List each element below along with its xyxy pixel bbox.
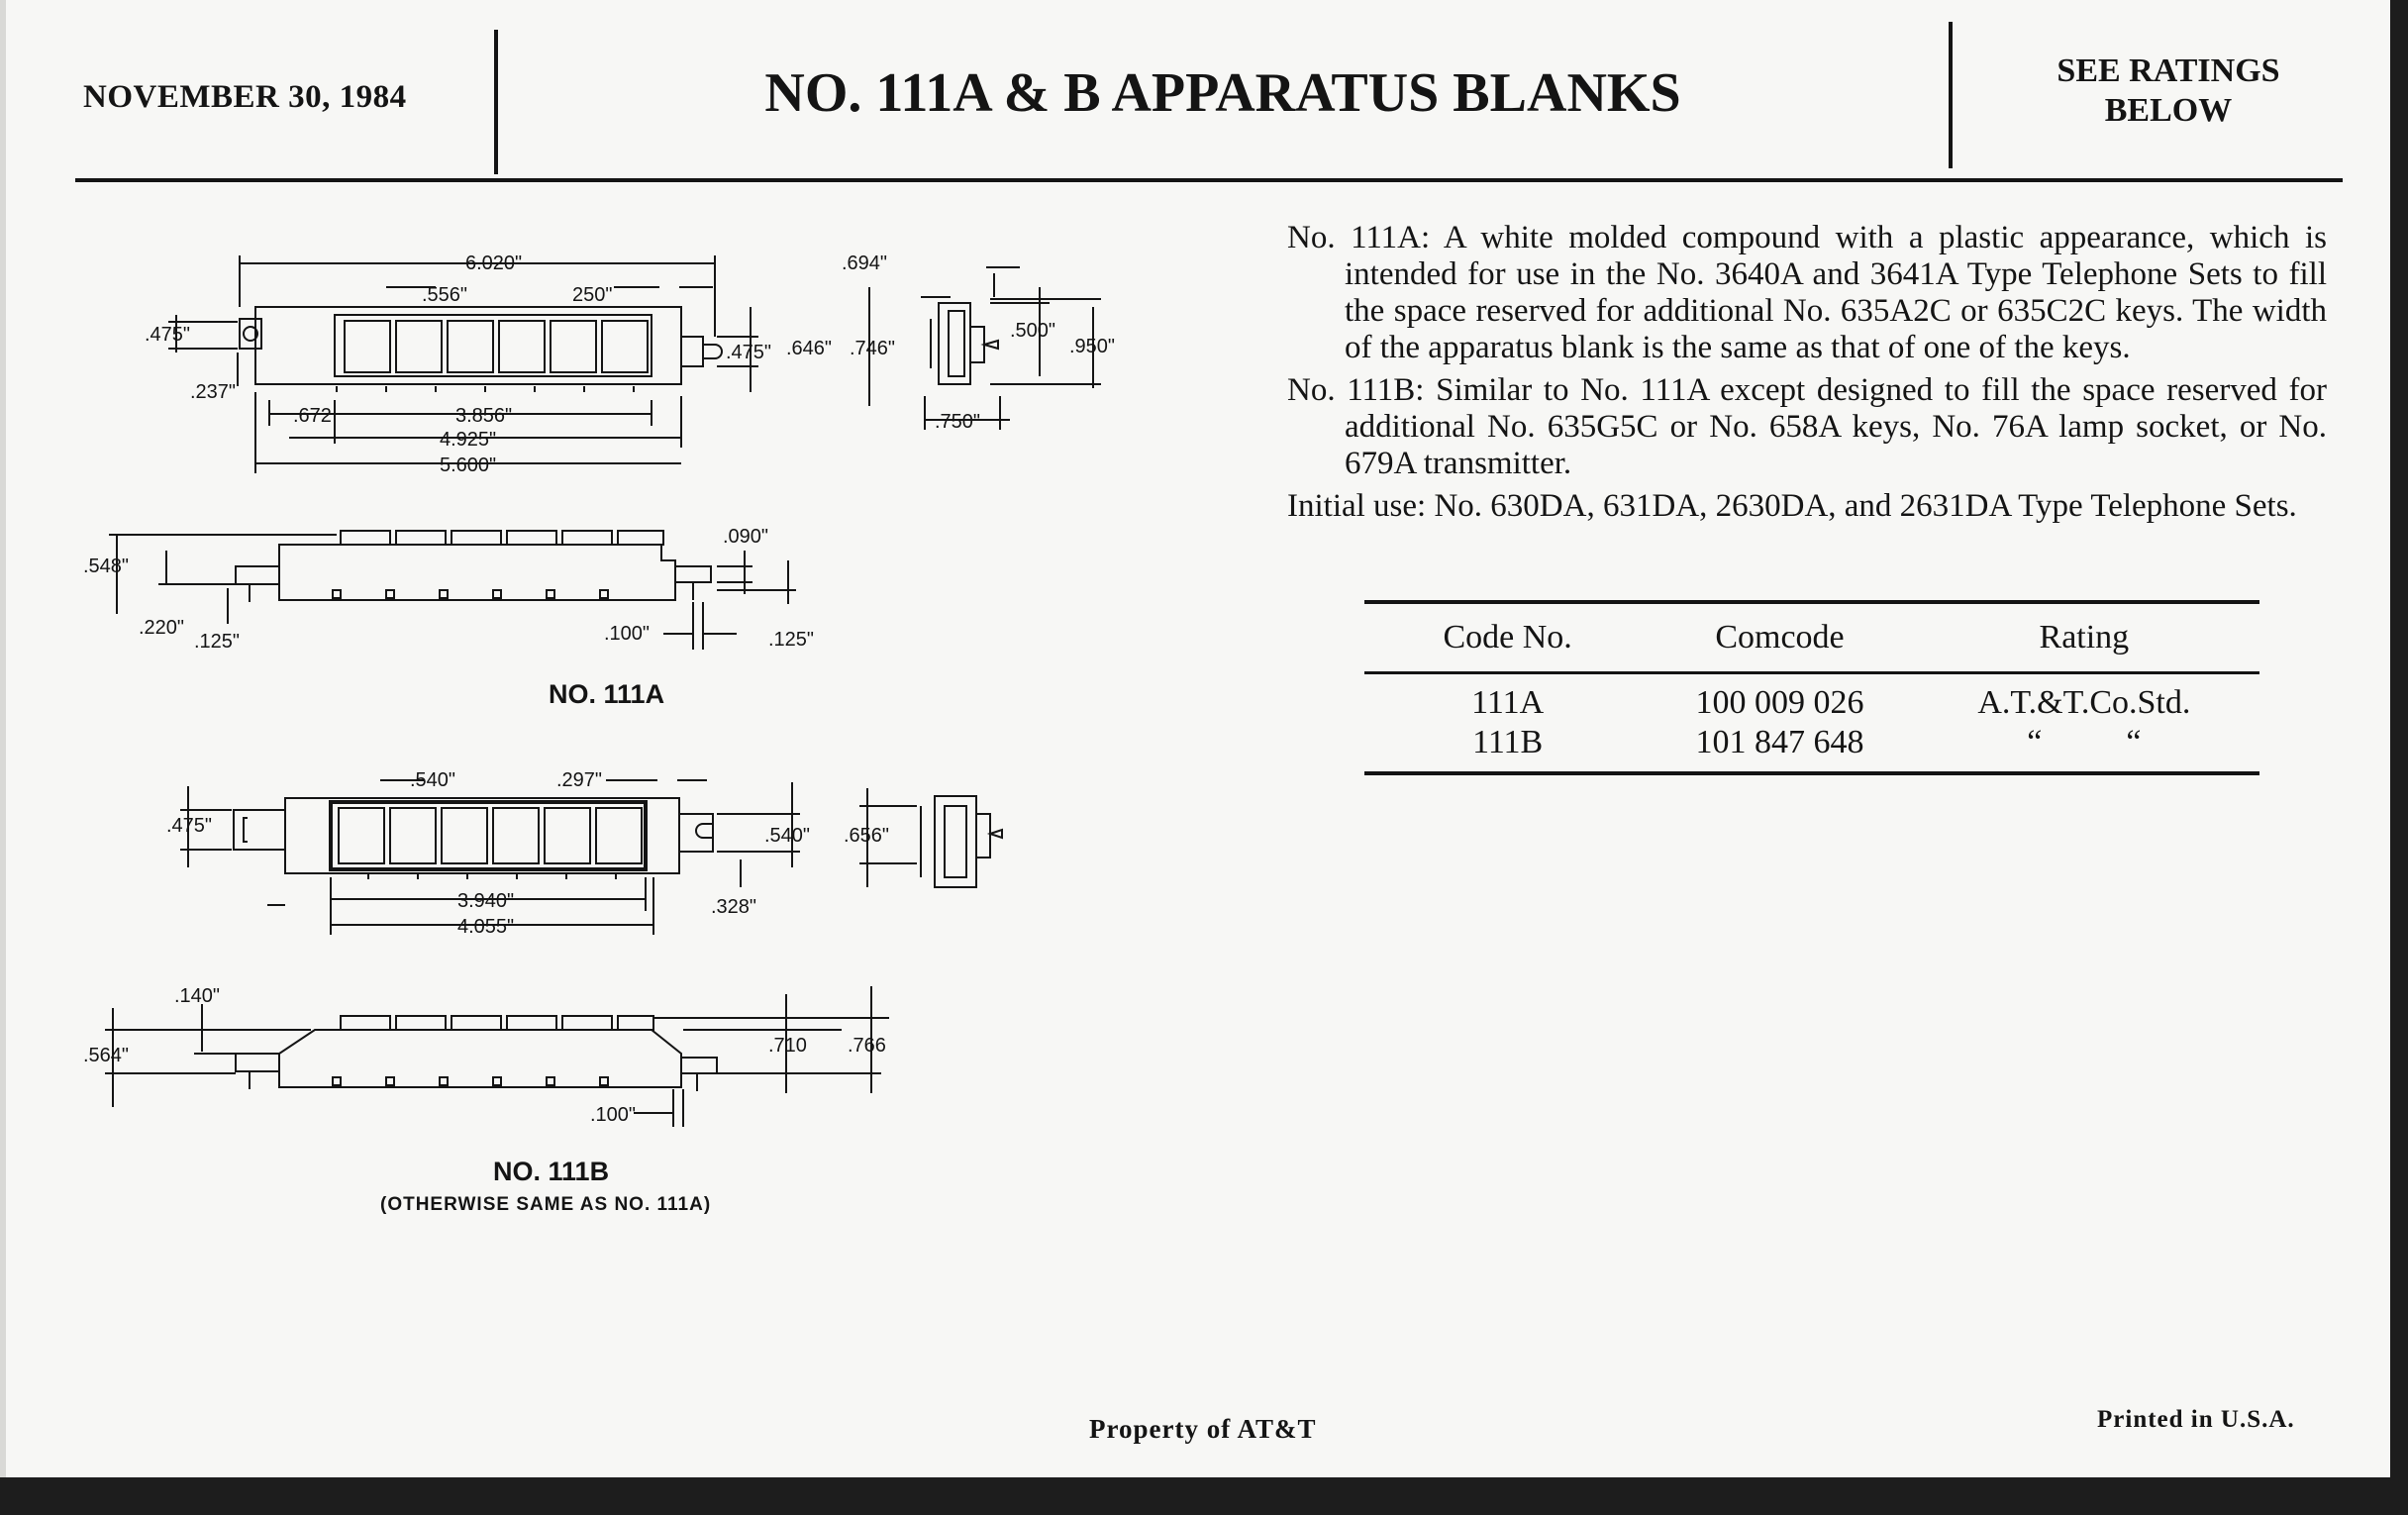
drawing-111a-front-view [83, 526, 814, 653]
description-111a-text: A white molded compound with a plastic appearance, which is intended for use in the No. 3640A and 3641A Type Telephone Sets to fill the space reserved for additional No. 635A2C or 635C2C keys. The width of the apparatus blank is the same as that of one of the keys. [1345, 220, 2327, 365]
dim-475-111b: .475" [166, 815, 213, 837]
description-111a-label: No. 111A: [1287, 220, 1431, 255]
dim-694: .694" [842, 252, 888, 274]
header-ratings-line1: SEE RATINGS [2057, 52, 2280, 89]
table-cell-rating: “ “ [1909, 723, 2259, 773]
dim-500: .500" [1010, 320, 1056, 342]
dim-746: .746" [850, 338, 896, 359]
dim-646: .646" [786, 338, 833, 359]
dim-220: .220" [139, 617, 185, 639]
footer-printed: Printed in U.S.A. [2097, 1406, 2295, 1433]
label-111b: NO. 111B [493, 1157, 610, 1186]
dim-100: .100" [604, 623, 651, 645]
dim-3940: 3.940" [457, 890, 515, 912]
header-date: NOVEMBER 30, 1984 [83, 79, 407, 115]
dim-100-111b: .100" [590, 1104, 637, 1126]
dim-540: .540" [410, 769, 456, 791]
dim-4055: 4.055" [457, 916, 515, 938]
table-header-comcode: Comcode [1651, 602, 1908, 673]
table-cell-comcode: 101 847 648 [1651, 723, 1908, 773]
dim-750: .750" [935, 411, 981, 433]
dim-710: .710 [768, 1035, 807, 1057]
dim-090: .090" [723, 526, 769, 548]
drawing-111b-side-view [844, 788, 1002, 887]
table-cell-rating: A.T.&T.Co.Std. [1977, 684, 2191, 721]
dim-250: 250" [572, 284, 613, 306]
table-cell-comcode: 100 009 026 [1695, 684, 1864, 721]
dim-140: .140" [174, 985, 221, 1007]
dim-297: .297" [556, 769, 603, 791]
table-header-code: Code No. [1364, 602, 1651, 673]
label-111b-note: (OTHERWISE SAME AS NO. 111A) [380, 1194, 712, 1215]
dim-672: .672 [293, 405, 332, 427]
drawing-111a-top-view [145, 252, 771, 476]
dim-3856: 3.856" [455, 405, 513, 427]
table-cell-code: 111A [1471, 684, 1545, 721]
dim-475-left: .475" [145, 324, 191, 346]
footer-property: Property of AT&T [1089, 1414, 1317, 1444]
dim-5600: 5.600" [440, 454, 497, 476]
description-initial-use-label: Initial use: [1287, 488, 1427, 524]
header-title: NO. 111A & B APPARATUS BLANKS [764, 62, 1681, 124]
table-header-rating: Rating [1909, 602, 2259, 673]
label-111a: NO. 111A [549, 679, 665, 709]
dim-656: .656" [844, 825, 890, 847]
dim-328: .328" [711, 896, 757, 918]
dim-125-right: .125" [768, 629, 815, 651]
dim-475-right: .475" [726, 342, 772, 363]
table-cell-code: 111B [1364, 723, 1651, 773]
dim-540-right: .540" [764, 825, 811, 847]
dim-556: .556" [422, 284, 468, 306]
dim-564: .564" [83, 1045, 130, 1066]
dim-125-left: .125" [194, 631, 241, 653]
description-111b-text: Similar to No. 111A except designed to fill the space reserved for additional No. 635G5C or No. 658A keys, No. 76A lamp socket, or No. 679A transmitter. [1345, 372, 2328, 481]
drawing-111b-front-view [83, 985, 889, 1127]
dim-766: .766 [848, 1035, 886, 1057]
header-ratings-line2: BELOW [2104, 92, 2233, 129]
description-111b-label: No. 111B: [1287, 372, 1425, 408]
drawing-111b-top-view [166, 769, 810, 938]
dim-548: .548" [83, 556, 130, 577]
dim-237: .237" [190, 381, 237, 403]
drawing-111a-side-view [786, 252, 1115, 433]
dim-6020: 6.020" [465, 252, 523, 274]
description-initial-use-text: No. 630DA, 631DA, 2630DA, and 2631DA Type Telephone Sets. [1426, 488, 2297, 524]
dim-950: .950" [1069, 336, 1116, 357]
dim-4925: 4.925" [440, 429, 497, 451]
